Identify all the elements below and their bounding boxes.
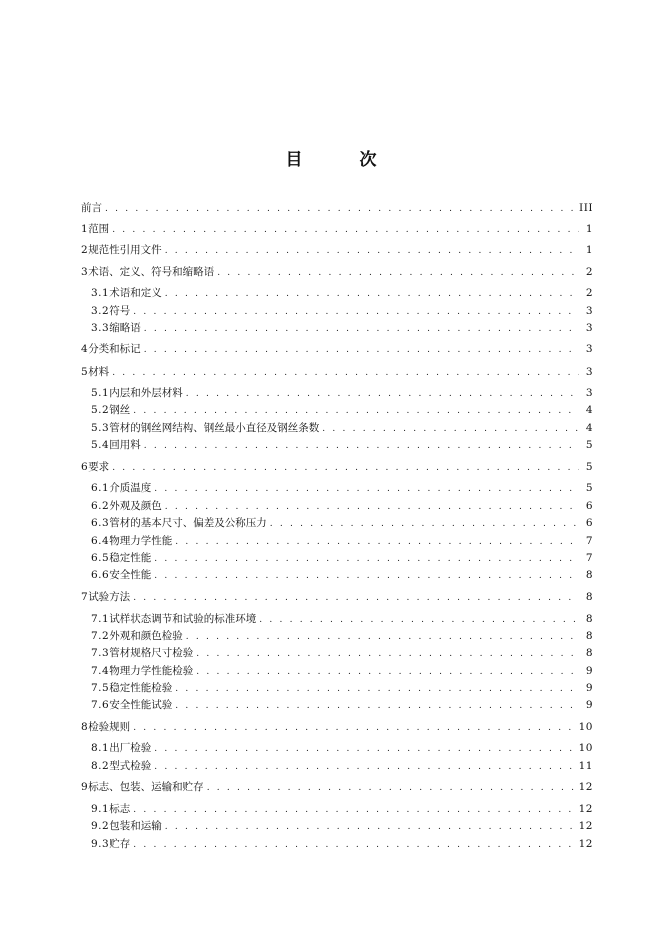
toc-leader-dots [105,201,575,217]
toc-entry-label: 包装和运输 [109,820,162,832]
toc-entry-number: 1 [81,223,89,235]
toc-entry-label: 型式检验 [109,760,152,772]
toc-page-number: 8 [585,630,593,642]
toc-page-number: 11 [578,760,593,772]
toc-leader-dots [112,460,579,476]
toc-leader-dots [270,516,579,532]
toc-leader-dots [165,243,579,259]
toc-page-number: 3 [585,343,593,355]
toc-leader-dots [165,499,579,515]
toc-leader-dots [154,741,574,757]
toc-entry-number: 6.4 [91,535,110,547]
toc-page-number: III [579,202,593,214]
toc-entry-5-2[interactable] [91,402,593,418]
toc-leader-dots [217,265,579,281]
toc-leader-dots [165,286,579,302]
toc-leader-dots [144,321,579,337]
toc-entry-label: 标志、包装、运输和贮存 [88,781,204,793]
toc-entry-7-4[interactable] [91,663,593,679]
toc-entry-3-3[interactable] [91,320,593,336]
page-title: 目 次 [285,150,397,170]
toc-page-number: 4 [585,404,593,416]
toc-leader-dots [175,681,579,697]
toc-page-number: 10 [578,721,593,733]
toc-entry-number: 9.3 [91,838,110,850]
toc-page-number: 2 [585,287,593,299]
toc-page-number: 1 [585,223,593,235]
toc-page-number: 5 [585,482,593,494]
toc-entry-9-2[interactable] [91,818,593,834]
toc-entry-number: 7.5 [91,682,110,694]
toc-entry-6-1[interactable] [91,480,593,496]
toc-page-number: 5 [585,439,593,451]
toc-entry-label: 安全性能 [109,569,152,581]
toc-entry-label: 物理力学性能检验 [109,665,194,677]
toc-entry-5-1[interactable] [91,385,593,401]
toc-entry-label: 符号 [109,305,131,317]
toc-entry-label: 钢丝 [109,404,131,416]
toc-leader-dots [259,612,579,628]
toc-page-number: 9 [585,682,593,694]
toc-page-number: 12 [578,781,593,793]
toc-entry-number: 3 [81,266,89,278]
toc-leader-dots [112,222,579,238]
toc-entry-label: 物理力学性能 [109,535,173,547]
toc-leader-dots [154,481,579,497]
toc-page-number: 9 [585,699,593,711]
toc-page-number: 8 [585,591,593,603]
toc-entry-label: 前言 [81,202,102,214]
toc-page-number: 10 [578,742,593,754]
toc-entry-8-1[interactable] [91,740,593,756]
toc-entry-6-3[interactable] [91,515,593,531]
toc-entry-label: 介质温度 [109,482,152,494]
toc-leader-dots [112,365,579,381]
toc-entry-9-3[interactable] [91,836,593,852]
toc-entry-label: 规范性引用文件 [88,244,162,256]
toc-entry-6-6[interactable] [91,567,593,583]
toc-entry-label: 术语、定义、符号和缩略语 [88,266,215,278]
toc-page-number: 12 [578,820,593,832]
toc-entry-7-3[interactable] [91,645,593,661]
toc-leader-dots [154,551,579,567]
toc-leader-dots [196,646,579,662]
toc-entry-9[interactable] [81,779,593,795]
toc-entry-number: 5.3 [91,422,110,434]
toc-page-number: 7 [585,535,593,547]
toc-leader-dots [133,403,579,419]
toc-entry-7-6[interactable] [91,697,593,713]
toc-leader-dots [207,780,575,796]
toc-entry-3-1[interactable] [91,285,593,301]
toc-page-number: 2 [585,266,593,278]
toc-leader-dots [186,629,579,645]
toc-entry-8[interactable] [81,719,593,735]
toc-entry-8-2[interactable] [91,758,593,774]
toc-leader-dots [133,304,579,320]
toc-entry-9-1[interactable] [91,801,593,817]
toc-entry-number: 9 [81,781,89,793]
toc-leader-dots [144,342,579,358]
toc-entry-number: 3.2 [91,305,110,317]
toc-entry-number: 5 [81,366,89,378]
toc-entry-label: 出厂检验 [109,742,152,754]
toc-page-number: 6 [585,517,593,529]
toc-entry-5-3[interactable] [91,420,593,436]
toc-entry-label: 试验方法 [88,591,131,603]
toc-entry-number: 4 [81,343,89,355]
toc-entry-number: 5.2 [91,404,110,416]
toc-entry-number: 7 [81,591,89,603]
toc-page-number: 3 [585,322,593,334]
toc-leader-dots [133,802,574,818]
toc-page-number: 1 [585,244,593,256]
toc-entry-number: 8 [81,721,89,733]
toc-entry-number: 3.3 [91,322,110,334]
toc-page-number: 8 [585,647,593,659]
toc-entry-label: 管材的基本尺寸、偏差及公称压力 [109,517,267,529]
toc-entry-6-5[interactable] [91,550,593,566]
toc-entry-7-1[interactable] [91,611,593,627]
toc-leader-dots [322,421,579,437]
toc-entry-foreword[interactable] [81,200,593,216]
toc-leader-dots [133,837,574,853]
toc-page-number: 9 [585,665,593,677]
toc-entry-label: 稳定性能检验 [109,682,173,694]
toc-entry-5[interactable] [81,364,593,380]
toc-entry-label: 贮存 [109,838,131,850]
toc-entry-label: 稳定性能 [109,552,152,564]
toc-entry-label: 安全性能试验 [109,699,173,711]
toc-entry-label: 缩略语 [109,322,141,334]
toc-entry-number: 5.1 [91,387,110,399]
toc-entry-label: 管材的钢丝网结构、钢丝最小直径及钢丝条数 [109,422,320,434]
toc-entry-2[interactable] [81,242,593,258]
toc-entry-6-2[interactable] [91,498,593,514]
toc-entry-number: 8.2 [91,760,110,772]
toc-entry-6[interactable] [81,459,593,475]
toc-page-number: 3 [585,305,593,317]
toc-leader-dots [196,664,579,680]
toc-page-number: 7 [585,552,593,564]
toc-leader-dots [175,698,579,714]
toc-entry-3[interactable] [81,264,593,280]
toc-entry-number: 9.1 [91,803,110,815]
toc-entry-label: 术语和定义 [109,287,162,299]
toc-entry-number: 8.1 [91,742,110,754]
toc-entry-label: 试样状态调节和试验的标准环境 [109,613,257,625]
toc-page-number: 3 [585,387,593,399]
toc-leader-dots [154,759,574,775]
toc-leader-dots [154,568,579,584]
toc-entry-number: 9.2 [91,820,110,832]
toc-page-number: 12 [578,803,593,815]
toc-entry-label: 材料 [88,366,110,378]
toc-entry-label: 范围 [88,223,110,235]
toc-leader-dots [186,386,579,402]
toc-leader-dots [175,534,579,550]
toc-entry-label: 外观及颜色 [109,500,162,512]
toc-entry-number: 6.1 [91,482,110,494]
toc-entry-number: 6.6 [91,569,110,581]
toc-entry-number: 7.1 [91,613,110,625]
toc-page-number: 5 [585,461,593,473]
toc-page-number: 4 [585,422,593,434]
toc-entry-5-4[interactable] [91,437,593,453]
toc-entry-label: 内层和外层材料 [109,387,183,399]
toc-entry-label: 管材规格尺寸检验 [109,647,194,659]
toc-page-number: 3 [585,366,593,378]
toc-entry-number: 6.5 [91,552,110,564]
toc-entry-3-2[interactable] [91,303,593,319]
toc-page-number: 6 [585,500,593,512]
toc-entry-label: 外观和颜色检验 [109,630,183,642]
toc-entry-label: 回用料 [109,439,141,451]
toc-page-number: 8 [585,613,593,625]
toc-entry-7-2[interactable] [91,628,593,644]
toc-leader-dots [133,590,579,606]
toc-entry-1[interactable] [81,221,593,237]
toc-leader-dots [133,720,574,736]
toc-entry-label: 分类和标记 [88,343,141,355]
toc-entry-number: 7.4 [91,665,110,677]
toc-entry-number: 6.2 [91,500,110,512]
toc-entry-number: 7.2 [91,630,110,642]
toc-leader-dots [165,819,575,835]
toc-entry-6-4[interactable] [91,533,593,549]
toc-entry-number: 5.4 [91,439,110,451]
toc-entry-number: 6.3 [91,517,110,529]
toc-entry-number: 7.3 [91,647,110,659]
toc-entry-label: 检验规则 [88,721,131,733]
toc-entry-4[interactable] [81,341,593,357]
toc-entry-label: 要求 [88,461,110,473]
toc-entry-number: 7.6 [91,699,110,711]
toc-page-number: 8 [585,569,593,581]
toc-entry-7-5[interactable] [91,680,593,696]
toc-leader-dots [144,438,579,454]
toc-entry-number: 6 [81,461,89,473]
toc-entry-label: 标志 [109,803,131,815]
toc-page-number: 12 [578,838,593,850]
toc-entry-number: 2 [81,244,89,256]
toc-entry-7[interactable] [81,589,593,605]
toc-entry-number: 3.1 [91,287,110,299]
